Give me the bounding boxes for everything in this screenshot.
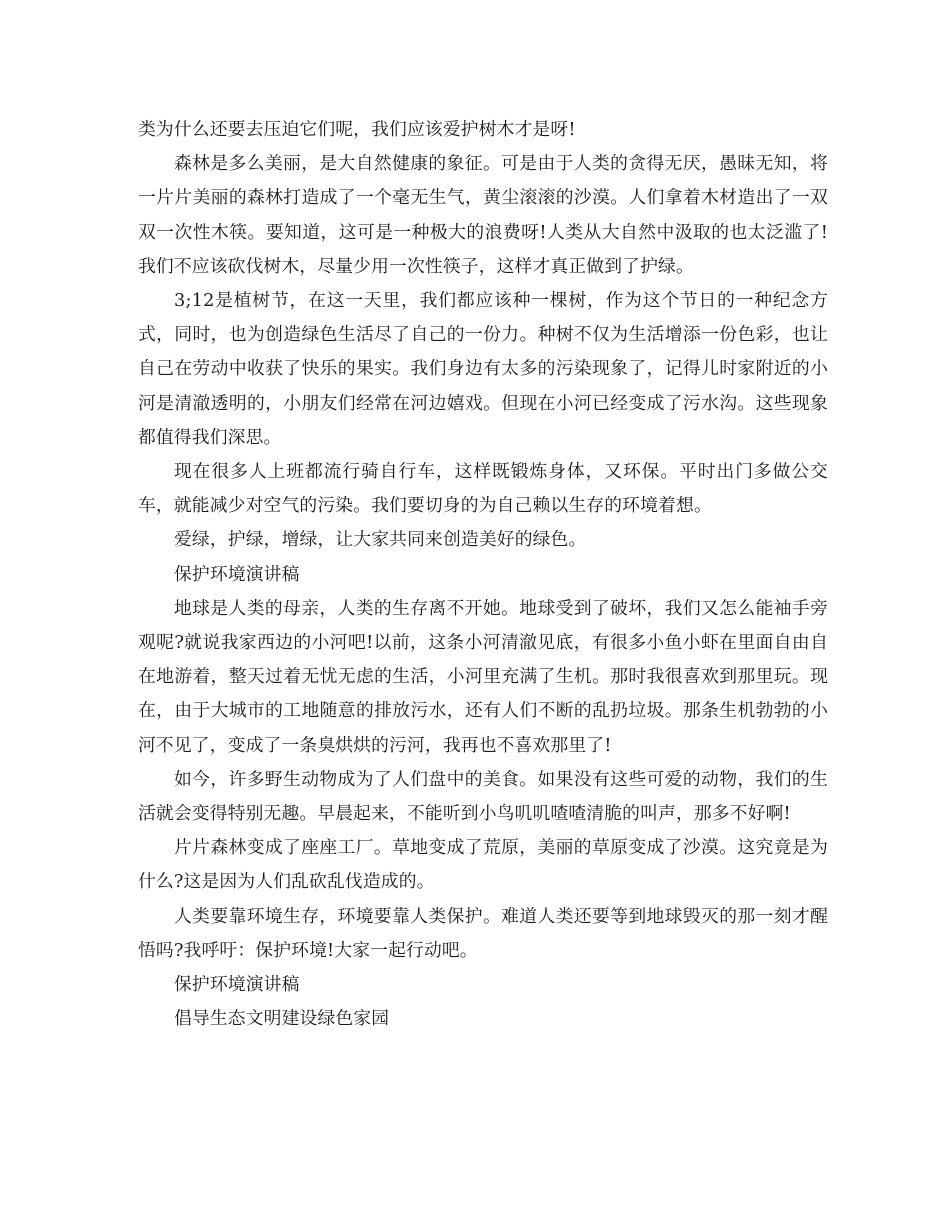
paragraph-earth-mother: 地球是人类的母亲，人类的生存离不开她。地球受到了破坏，我们又怎么能袖手旁观呢?就说我家西边的小河吧!以前，这条小河清澈见底，有很多小鱼小虾在里面自由自在地游着，整天过着无忧无虑的生活，小河里充满了生机。那时我很喜欢到那里玩。现在，由于大城市的工地随意的排放污水，还有人们不断的乱扔垃圾。那条生机勃勃的小河不见了，变成了一条臭烘烘的污河，我再也不喜欢那里了! (138, 597, 828, 756)
paragraph-wild-animals: 如今，许多野生动物成为了人们盘中的美食。如果没有这些可爱的动物，我们的生活就会变得特别无趣。早晨起来，不能听到小鸟叽叽喳喳清脆的叫声，那多不好啊! (138, 768, 828, 825)
paragraph-love-green: 爱绿，护绿，增绿，让大家共同来创造美好的绿色。 (174, 529, 587, 551)
paragraph-continuation: 类为什么还要去压迫它们呢，我们应该爱护树木才是呀! (138, 119, 576, 140)
paragraph-bicycle: 现在很多人上班都流行骑自行车，这样既锻炼身体，又环保。平时出门多做公交车，就能减少对空气的污染。我们要切身的为自己赖以生存的环境着想。 (138, 461, 828, 517)
speech-subtitle: 倡导生态文明建设绿色家园 (174, 1008, 390, 1030)
speech-title: 保护环境演讲稿 (174, 563, 300, 585)
paragraph-call-to-action: 人类要靠环境生存，环境要靠人类保护。难道人类还要等到地球毁灭的那一刻才醒悟吗?我呼吁：保护环境!大家一起行动吧。 (138, 905, 828, 961)
paragraph-forests-factories: 片片森林变成了座座工厂。草地变成了荒原，美丽的草原变成了沙漠。这究竟是为什么?这是因为人们乱砍乱伐造成的。 (138, 837, 828, 893)
paragraph-forest: 森林是多么美丽，是大自然健康的象征。可是由于人类的贪得无厌，愚昧无知，将一片片美丽的森林打造成了一个毫无生气，黄尘滚滚的沙漠。人们拿着木材造出了一双双一次性木筷。要知道，这可是一种极大的浪费呀!人类从大自然中汲取的也太泛滥了!我们不应该砍伐树木，尽量少用一次性筷子，这样才真正做到了护绿。 (138, 153, 828, 277)
paragraph-arbor-day: 3;12是植树节，在这一天里，我们都应该种一棵树，作为这个节日的一种纪念方式，同时，也为创造绿色生活尽了自己的一份力。种树不仅为生活增添一份色彩，也让自己在劳动中收获了快乐的果实。我们身边有太多的污染现象了，记得儿时家附近的小河是清澈透明的，小朋友们经常在河边嬉戏。但现在小河已经变成了污水沟。这些现象都值得我们深思。 (138, 290, 828, 448)
document-body (138, 113, 828, 1036)
speech-title-second: 保护环境演讲稿 (174, 974, 300, 996)
